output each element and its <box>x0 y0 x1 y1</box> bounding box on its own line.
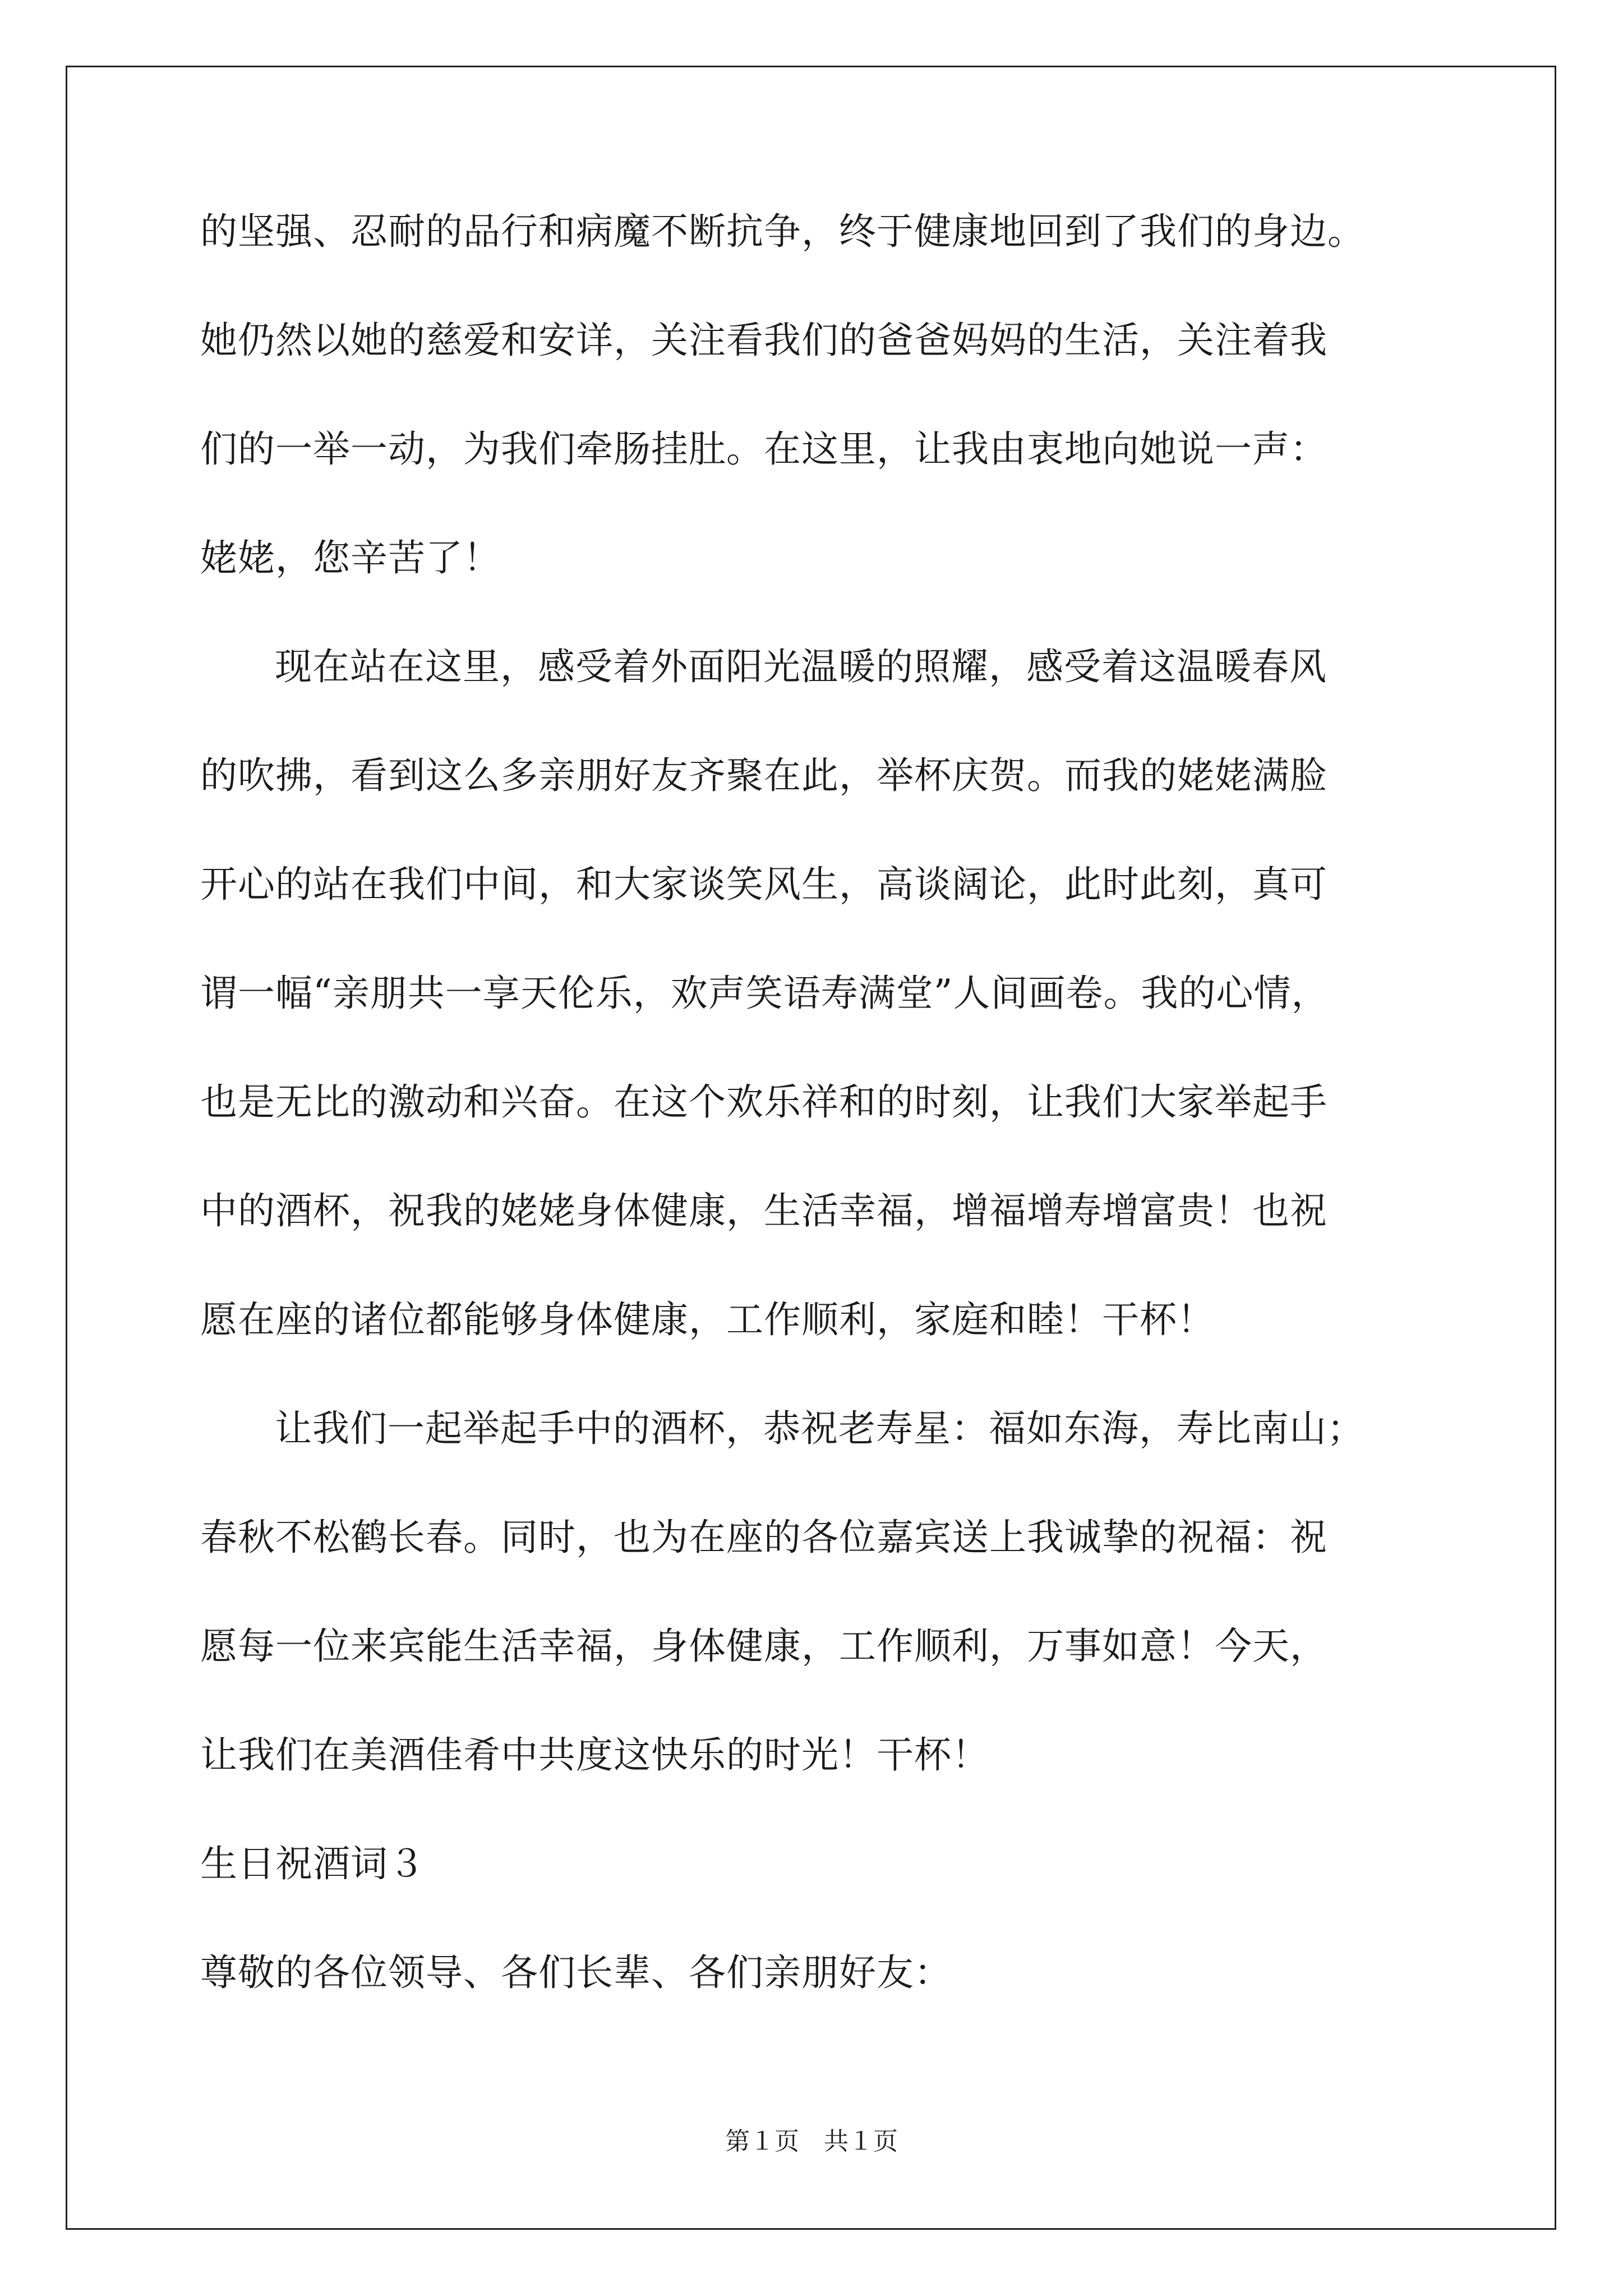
body-line-5: 现在站在这里，感受着外面阳光温暖的照耀，感受着这温暖春风 <box>275 645 1327 688</box>
body-line-6: 的吹拂，看到这么多亲朋好友齐聚在此，举杯庆贺。而我的姥姥满脸 <box>200 754 1327 797</box>
body-line-8: 谓一幅“亲朋共一享天伦乐，欢声笑语寿满堂”人间画卷。我的心情， <box>200 972 1329 1015</box>
section-heading: 生日祝酒词３ <box>200 1842 426 1885</box>
page-border <box>66 66 1556 2230</box>
body-line-13: 春秋不松鹤长春。同时，也为在座的各位嘉宾送上我诚挚的祝福：祝 <box>200 1516 1327 1559</box>
body-line-14: 愿每一位来宾能生活幸福，身体健康，工作顺利，万事如意！今天， <box>200 1625 1327 1668</box>
body-line-7: 开心的站在我们中间，和大家谈笑风生，高谈阔论，此时此刻，真可 <box>200 863 1327 906</box>
salutation-line: 尊敬的各位领导、各们长辈、各们亲朋好友： <box>200 1951 952 1994</box>
body-line-10: 中的酒杯，祝我的姥姥身体健康，生活幸福，增福增寿增富贵！也祝 <box>200 1189 1327 1232</box>
body-line-1: 的坚强、忍耐的品行和病魔不断抗争，终于健康地回到了我们的身边。 <box>200 210 1365 253</box>
body-line-2: 她仍然以她的慈爱和安详，关注看我们的爸爸妈妈的生活，关注着我 <box>200 319 1327 362</box>
page-number-footer: 第１页 共１页 <box>725 2127 898 2156</box>
body-line-11: 愿在座的诸位都能够身体健康，工作顺利，家庭和睦！干杯！ <box>200 1298 1215 1341</box>
body-line-3: 们的一举一动，为我们牵肠挂肚。在这里，让我由衷地向她说一声： <box>200 427 1327 471</box>
body-line-9: 也是无比的激动和兴奋。在这个欢乐祥和的时刻，让我们大家举起手 <box>200 1080 1327 1124</box>
body-line-4: 姥姥，您辛苦了！ <box>200 536 501 579</box>
body-line-15: 让我们在美酒佳肴中共度这快乐的时光！干杯！ <box>200 1733 989 1777</box>
body-line-12: 让我们一起举起手中的酒杯，恭祝老寿星：福如东海，寿比南山； <box>275 1407 1364 1450</box>
